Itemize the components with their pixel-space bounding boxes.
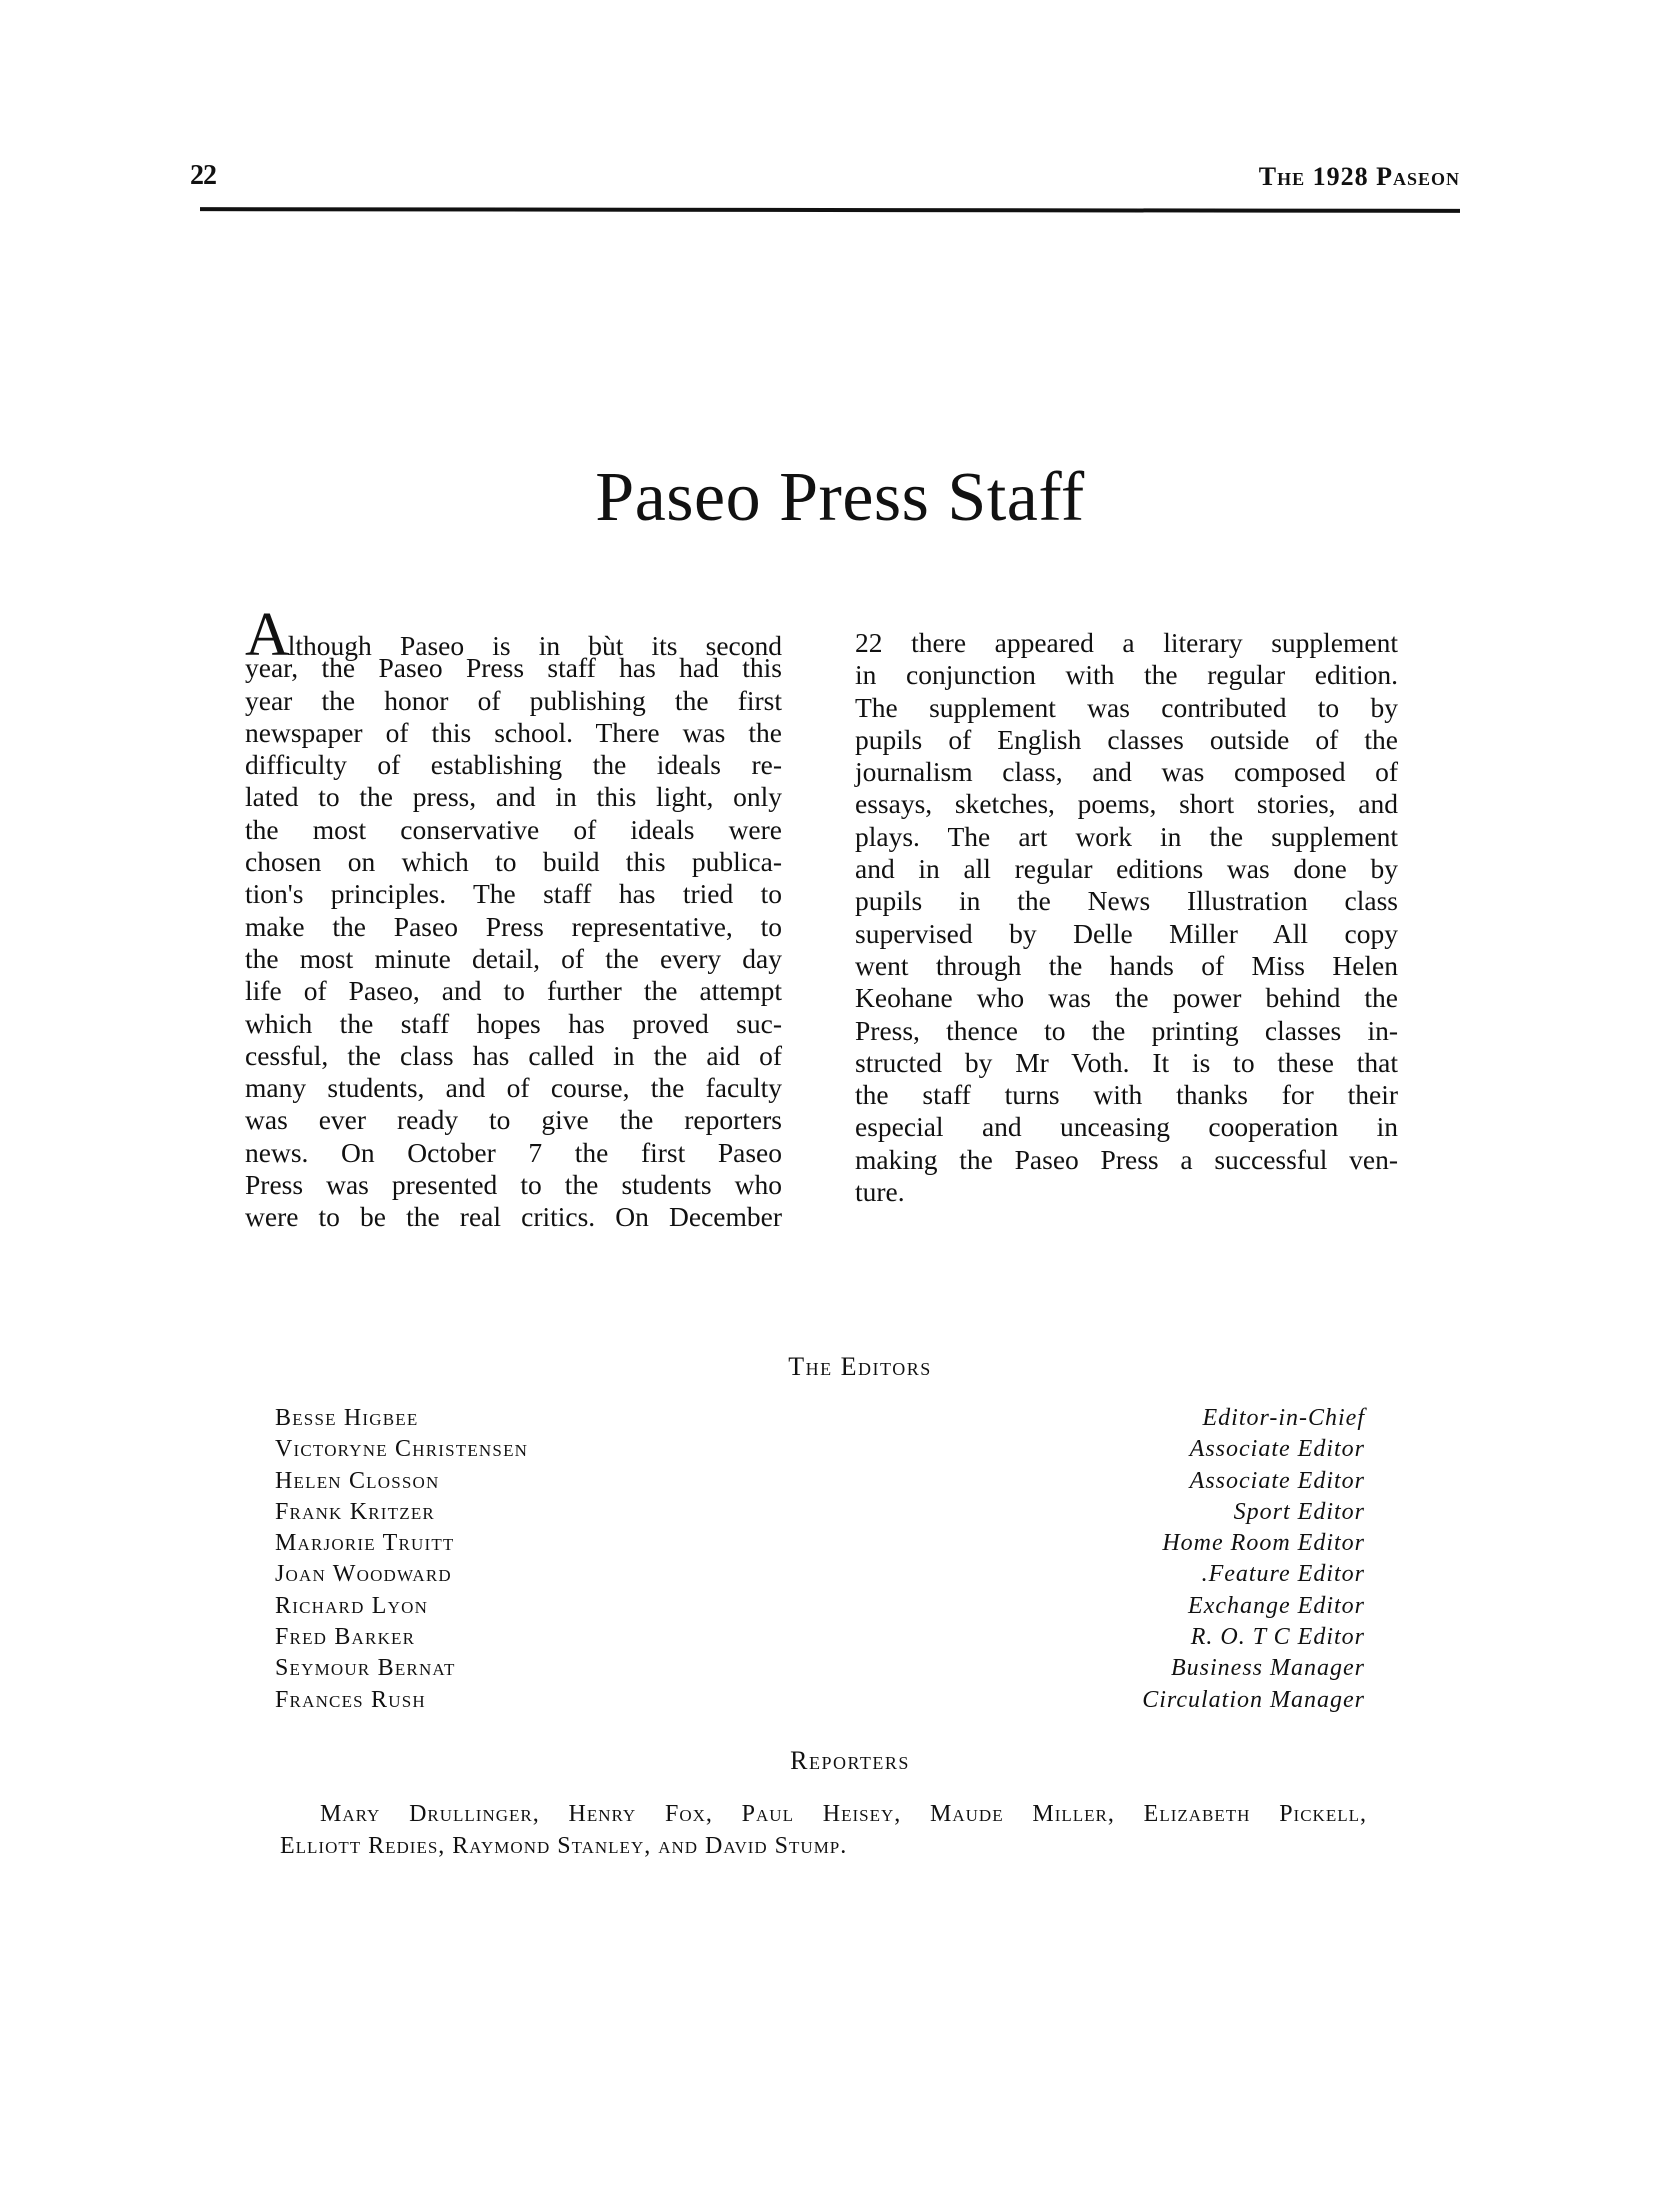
article-line: was ever ready to give the reporters bbox=[245, 1104, 782, 1136]
running-title: The 1928 Paseon bbox=[1258, 162, 1460, 191]
article-line: news. On October 7 the first Paseo bbox=[245, 1136, 782, 1168]
editor-name: Fred Barker bbox=[275, 1624, 416, 1651]
article-line: ture. bbox=[855, 1176, 905, 1208]
article-line-text: lthough Paseo is in bùt its second bbox=[287, 630, 782, 661]
editor-role: Sport Editor bbox=[1233, 1498, 1365, 1525]
article-line: chosen on which to build this publica- bbox=[245, 846, 782, 878]
editor-role: R. O. T C Editor bbox=[1190, 1624, 1365, 1651]
article-line: were to be the real critics. On December bbox=[245, 1201, 782, 1233]
article-line: cessful, the class has called in the aid of bbox=[245, 1039, 782, 1071]
editor-row bbox=[275, 1655, 1365, 1686]
article-line: Keohane who was the power behind the bbox=[855, 982, 1398, 1014]
article-line: the most minute detail, of the every day bbox=[245, 942, 782, 974]
drop-cap: A bbox=[245, 601, 290, 669]
article-line: pupils of English classes outside of the bbox=[855, 723, 1398, 755]
editor-name: Victoryne Christensen bbox=[275, 1436, 529, 1463]
editor-role: Editor-in-Chief bbox=[1202, 1405, 1365, 1431]
editor-role: Associate Editor bbox=[1189, 1436, 1365, 1463]
reporters-line: Elliott Redies, Raymond Stanley, and David Stump. bbox=[280, 1833, 848, 1859]
article-line: make the Paseo Press representative, to bbox=[245, 910, 782, 942]
editor-row bbox=[275, 1593, 1365, 1624]
article-line: journalism class, and was composed of bbox=[855, 756, 1398, 788]
editor-row bbox=[275, 1436, 1365, 1467]
article-column-left bbox=[245, 601, 782, 1234]
editor-name: Seymour Bernat bbox=[275, 1655, 456, 1682]
editor-row bbox=[275, 1468, 1365, 1499]
article-line: newspaper of this school. There was the bbox=[245, 716, 782, 748]
article-line: many students, and of course, the faculty bbox=[245, 1072, 782, 1104]
reporters-heading: Reporters bbox=[790, 1746, 910, 1775]
article-line: in conjunction with the regular edition. bbox=[855, 659, 1398, 691]
editor-name: Helen Closson bbox=[275, 1467, 440, 1494]
article-line: The supplement was contributed to by bbox=[855, 691, 1398, 723]
article-line: the staff turns with thanks for their bbox=[855, 1079, 1398, 1111]
article-column-right bbox=[855, 627, 1398, 1208]
article-line: essays, sketches, poems, short stories, and bbox=[855, 788, 1398, 820]
editor-name: Marjorie Truitt bbox=[275, 1530, 455, 1557]
article-line: and in all regular editions was done by bbox=[855, 853, 1398, 885]
running-head bbox=[190, 160, 1460, 210]
article-line: life of Paseo, and to further the attempt bbox=[245, 975, 782, 1007]
editor-role: .Feature Editor bbox=[1201, 1561, 1365, 1588]
editor-row bbox=[275, 1561, 1365, 1592]
article-line: plays. The art work in the supplement bbox=[855, 820, 1398, 852]
editor-name: Frank Kritzer bbox=[275, 1498, 435, 1525]
editor-name: Besse Higbee bbox=[275, 1405, 419, 1431]
editors-list bbox=[275, 1405, 1365, 1718]
editor-row bbox=[275, 1624, 1365, 1655]
editors-heading: The Editors bbox=[788, 1352, 932, 1381]
page-number: 22 bbox=[190, 160, 216, 191]
article-line: especial and unceasing cooperation in bbox=[855, 1111, 1398, 1143]
article-line: supervised by Delle Miller All copy bbox=[855, 917, 1398, 949]
reporters-list bbox=[280, 1798, 1367, 1862]
article-line: went through the hands of Miss Helen bbox=[855, 949, 1398, 981]
editor-name: Joan Woodward bbox=[275, 1561, 452, 1588]
header-rule bbox=[200, 207, 1460, 213]
article-line: which the staff hopes has proved suc- bbox=[245, 1007, 782, 1039]
editor-row bbox=[275, 1687, 1365, 1718]
editor-name: Richard Lyon bbox=[275, 1592, 429, 1619]
article-line: the most conservative of ideals were bbox=[245, 813, 782, 845]
editor-role: Exchange Editor bbox=[1188, 1592, 1365, 1619]
article-line: 22 there appeared a literary supplement bbox=[855, 627, 1398, 658]
article-line: structed by Mr Voth. It is to these that bbox=[855, 1046, 1398, 1078]
article-line: difficulty of establishing the ideals re- bbox=[245, 749, 782, 781]
editor-row bbox=[275, 1530, 1365, 1561]
page-title: Paseo Press Staff bbox=[595, 459, 1085, 536]
article-line: Press was presented to the students who bbox=[245, 1169, 782, 1201]
editor-row bbox=[275, 1405, 1365, 1436]
editor-role: Circulation Manager bbox=[1142, 1686, 1365, 1713]
editor-role: Home Room Editor bbox=[1162, 1530, 1365, 1557]
article-line: Press, thence to the printing classes in- bbox=[855, 1014, 1398, 1046]
article-line: year, the Paseo Press staff has had this bbox=[245, 652, 782, 684]
editor-role: Associate Editor bbox=[1189, 1467, 1365, 1494]
editor-role: Business Manager bbox=[1171, 1655, 1365, 1682]
article-line: pupils in the News Illustration class bbox=[855, 885, 1398, 917]
reporters-line: Mary Drullinger, Henry Fox, Paul Heisey, Maude Miller, Elizabeth Pickell, bbox=[320, 1801, 1367, 1827]
article-line: tion's principles. The staff has tried to bbox=[245, 878, 782, 910]
editor-name: Frances Rush bbox=[275, 1686, 426, 1713]
article-line: lated to the press, and in this light, only bbox=[245, 781, 782, 813]
article-line: year the honor of publishing the first bbox=[245, 684, 782, 716]
editor-row bbox=[275, 1499, 1365, 1530]
article-line: making the Paseo Press a successful ven- bbox=[855, 1143, 1398, 1175]
